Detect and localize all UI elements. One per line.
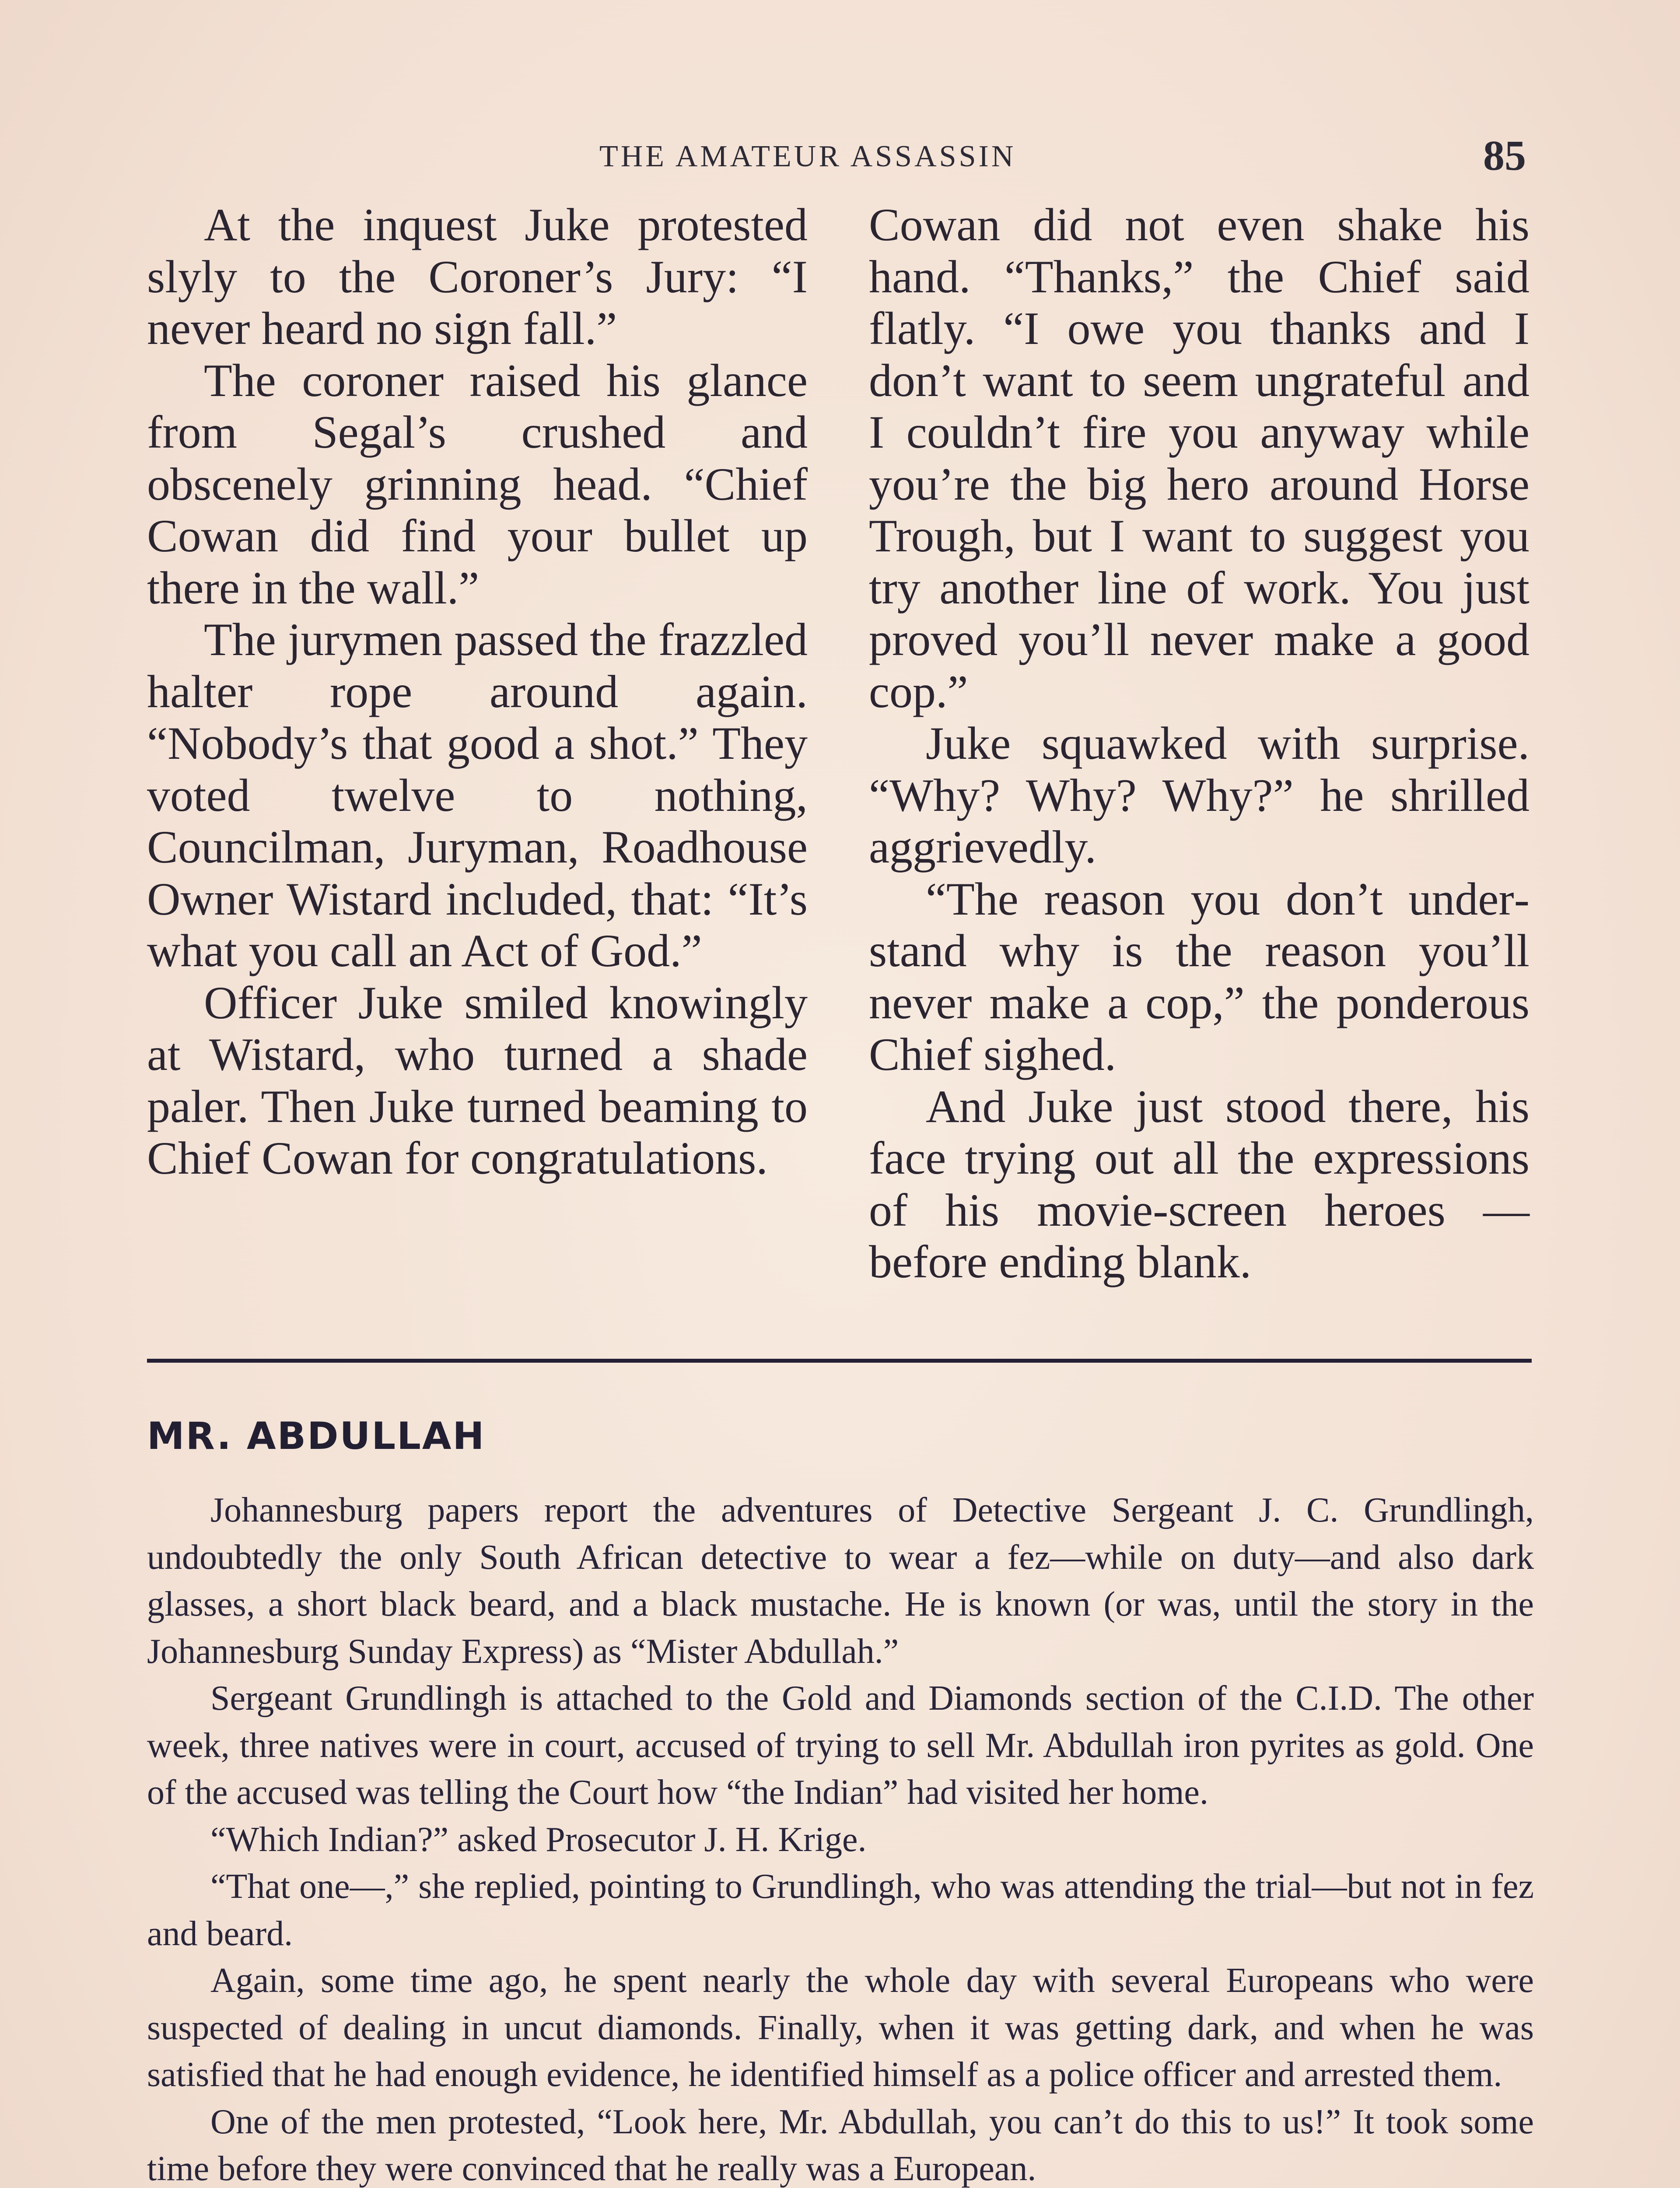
story-paragraph: “The reason you don’t understand why is the reason you’ll never make a cop,” the ponderous Chief sighed.: [869, 873, 1530, 1080]
story-left-column: [147, 199, 808, 1185]
article-paragraph: One of the men protested, “Look here, Mr. Abdullah, you can’t do this to us!” It took some time before they were convinced that he really was a European.: [147, 2102, 1534, 2188]
article-paragraph: Johannesburg papers report the adventures of Detective Sergeant J. C. Grundlingh, undoubtedly the only South African detective to wear a fez—while on duty—and also dark glasses, a short black beard, and a black mustache. He is known (or was, until the story in the Johannesburg Sunday Express) as “Mister Abdullah.”: [147, 1491, 1534, 1671]
page-number: 85: [1483, 132, 1526, 179]
story-paragraph: Officer Juke smiled knowingly at Wistard, who turned a shade paler. Then Juke turned beaming to Chief Cowan for congratulations.: [147, 977, 808, 1184]
running-title: THE AMATEUR ASSASSIN: [599, 140, 1016, 173]
story-right-column: [869, 199, 1530, 1288]
filler-article: [147, 1487, 1534, 2188]
article-paragraph: “Which Indian?” asked Prosecutor J. H. Krige.: [210, 1820, 867, 1859]
story-paragraph: The coroner raised his glance from Segal’s crushed and obscenely grinning head. “Chief Cowan did find your bullet up there in the wall.”: [147, 354, 808, 614]
article-paragraph: “That one—,” she replied, pointing to Grundlingh, who was attending the trial—but not in fez and beard.: [147, 1867, 1534, 1953]
story-paragraph: The jurymen passed the frazzled halter rope around again. “Nobody’s that good a shot.” They voted twelve to nothing, Councilman, Juryman, Roadhouse Owner Wistard included, that: “It’s what you call an Act of God.”: [147, 614, 808, 976]
article-paragraph: Sergeant Grundlingh is attached to the Gold and Diamonds section of the C.I.D. The other week, three natives were in court, accused of trying to sell Mr. Abdullah iron pyrites as gold. One of the accused was telling the Court how “the Indian” had visited her home.: [147, 1679, 1534, 1812]
story-paragraph: Juke squawked with surprise. “Why? Why? Why?” he shrilled aggrievedly.: [869, 718, 1530, 873]
section-divider: [147, 1359, 1532, 1363]
story-paragraph: And Juke just stood there, his face trying out all the expressions of his movie-screen heroes —before ending blank.: [869, 1080, 1530, 1287]
article-paragraph: Again, some time ago, he spent nearly the whole day with several Europeans who were suspected of dealing in uncut diamonds. Finally, when it was getting dark, and when he was satisfied that he had enough evidence, he identified himself as a police officer and arrested them.: [147, 1961, 1534, 2094]
story-paragraph: Cowan did not even shake his hand. “Thanks,” the Chief said flatly. “I owe you thanks and I don’t want to seem ungrateful and I couldn’t fire you anyway while you’re the big hero around Horse Trough, but I want to suggest you try another line of work. You just proved you’ll never make a good cop.”: [869, 199, 1530, 717]
story-paragraph: At the inquest Juke protested slyly to the Coroner’s Jury: “I never heard no sign fall.”: [147, 199, 808, 354]
section-title: MR. ABDULLAH: [147, 1414, 486, 1458]
